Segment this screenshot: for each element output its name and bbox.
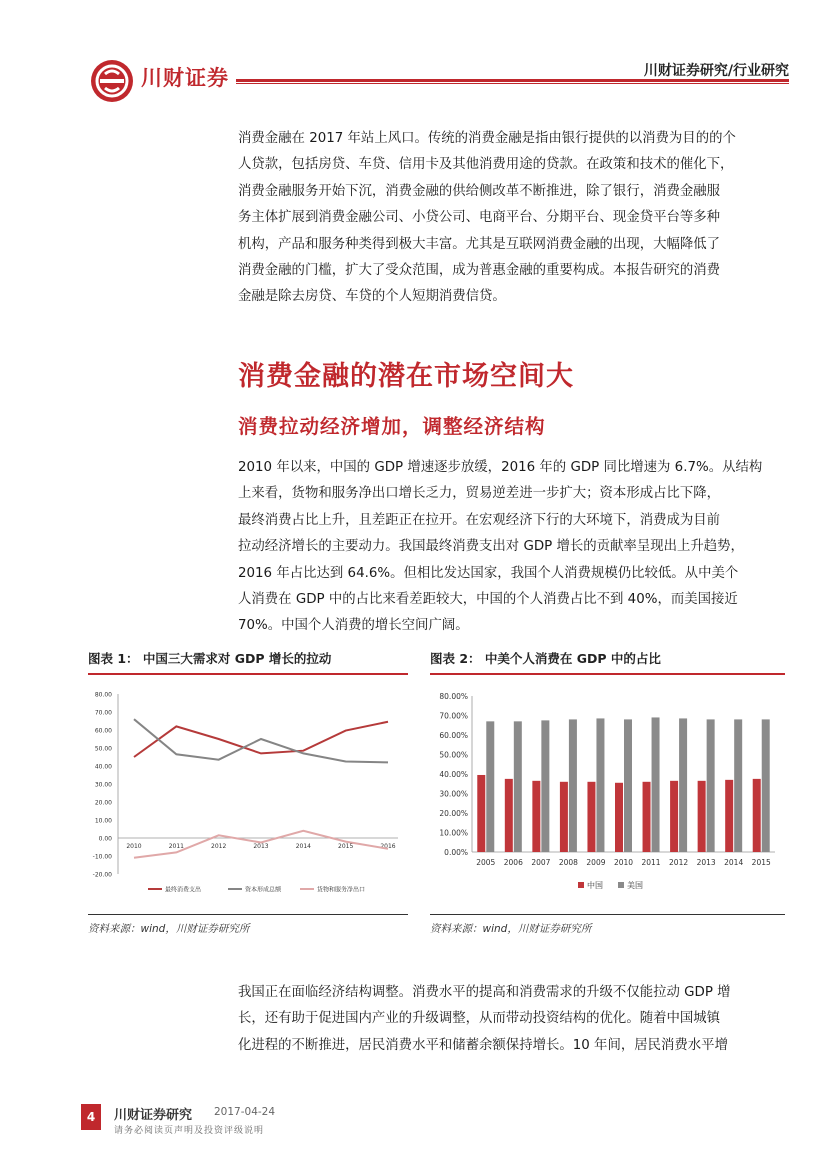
- bar-美国-2005: [486, 721, 494, 852]
- y-tick-label: 0.00%: [444, 848, 468, 857]
- legend-swatch: [618, 882, 624, 888]
- header-section-title: 川财证券研究/行业研究: [643, 63, 789, 79]
- subsection-heading: 消费拉动经济增加，调整经济结构: [238, 415, 546, 438]
- intro-paragraph: [238, 126, 790, 311]
- y-tick-label: 60.00%: [439, 731, 468, 740]
- x-tick-label: 2012: [669, 858, 689, 867]
- footer-brand: 川财证券研究: [114, 1108, 193, 1123]
- x-tick-label: 2009: [586, 858, 606, 867]
- paragraph-line: 2016 年占比达到 64.6%。但相比发达国家，我国个人消费规模仍比较低。从中美个: [238, 565, 739, 581]
- y-tick-label: -10.00: [92, 853, 112, 861]
- figure1-line-chart: [88, 680, 408, 910]
- bar-美国-2006: [514, 721, 522, 852]
- x-tick-label: 2006: [503, 858, 523, 867]
- y-tick-label: 80.00%: [439, 692, 468, 701]
- x-tick-label: 2013: [696, 858, 716, 867]
- bar-中国-2009: [587, 782, 595, 852]
- bar-中国-2012: [670, 781, 678, 852]
- bar-中国-2005: [477, 775, 485, 852]
- paragraph-line: 拉动经济增长的主要动力。我国最终消费支出对 GDP 增长的贡献率呈现出上升趋势，: [238, 539, 744, 555]
- paragraph-line: 化进程的不断推进，居民消费水平和储蓄余额保持增长。10 年间，居民消费水平增: [238, 1037, 728, 1053]
- bar-中国-2006: [505, 779, 513, 852]
- logo-emblem-icon: [91, 60, 133, 102]
- paragraph-line: 消费金融在 2017 年站上风口。传统的消费金融是指由银行提供的以消费为目的的个: [238, 131, 736, 146]
- figure1-bottom-rule: [88, 914, 408, 915]
- footer-date: 2017-04-24: [214, 1106, 276, 1118]
- y-tick-label: 60.00: [94, 727, 112, 735]
- legend-label: 中国: [587, 881, 603, 890]
- y-tick-label: 20.00: [94, 799, 112, 807]
- paragraph-line: 消费金融服务开始下沉，消费金融的供给侧改革不断推进，除了银行，消费金融服: [238, 183, 721, 199]
- company-logo: [91, 60, 133, 102]
- y-tick-label: 10.00%: [439, 828, 468, 838]
- bar-美国-2009: [596, 718, 604, 852]
- x-tick-label: 2008: [558, 858, 578, 867]
- y-tick-label: 30.00%: [439, 789, 468, 799]
- x-tick-label: 2010: [613, 858, 634, 867]
- x-tick-label: 2012: [211, 843, 227, 850]
- figure2-source: 资料来源：wind，川财证券研究所: [430, 923, 592, 935]
- legend-label: 最终消费支出: [165, 886, 202, 894]
- x-tick-label: 2015: [751, 858, 771, 867]
- series-line-资本形成总额: [134, 719, 388, 762]
- y-tick-label: 40.00: [94, 763, 112, 771]
- figure1-source: 资料来源：wind，川财证券研究所: [88, 923, 250, 935]
- bar-美国-2012: [679, 718, 687, 852]
- x-tick-label: 2010: [126, 843, 142, 850]
- bar-美国-2007: [541, 720, 549, 852]
- bar-中国-2013: [698, 781, 706, 852]
- paragraph-line: 人消费在 GDP 中的占比来看差距较大，中国的个人消费占比不到 40%，而美国接近: [238, 592, 738, 608]
- paragraph-line: 消费金融的门槛，扩大了受众范围，成为普惠金融的重要构成。本报告研究的消费: [238, 263, 721, 279]
- y-tick-label: 70.00%: [439, 711, 468, 721]
- bar-中国-2014: [725, 780, 733, 852]
- bar-美国-2014: [734, 719, 742, 852]
- figure1-title: 图表 1： 中国三大需求对 GDP 增长的拉动: [88, 651, 332, 666]
- x-tick-label: 2016: [380, 843, 396, 850]
- header-rule: [236, 79, 789, 82]
- logo-text: 川财证券: [141, 66, 229, 90]
- bar-美国-2010: [624, 719, 632, 852]
- x-tick-label: 2005: [476, 858, 496, 867]
- header-rule-thin: [236, 83, 789, 84]
- legend-label: 资本形成总额: [245, 886, 282, 894]
- paragraph-line: 机构，产品和服务种类得到极大丰富。尤其是互联网消费金融的出现，大幅降低了: [238, 236, 721, 252]
- bar-中国-2010: [615, 783, 623, 852]
- y-tick-label: 80.00: [94, 691, 112, 699]
- y-tick-label: -20.00: [92, 871, 112, 879]
- paragraph-line: 最终消费占比上升，且差距正在拉开。在宏观经济下行的大环境下，消费成为目前: [238, 512, 721, 528]
- x-tick-label: 2007: [531, 858, 551, 867]
- bar-中国-2007: [532, 781, 540, 852]
- figure2-bottom-rule: [430, 914, 785, 915]
- paragraph-line: 务主体扩展到消费金融公司、小贷公司、电商平台、分期平台、现金贷平台等多种: [238, 210, 721, 226]
- legend-swatch: [578, 882, 584, 888]
- footer-disclaimer: 请务必阅读页声明及投资评级说明: [114, 1126, 265, 1136]
- y-tick-label: 50.00%: [439, 750, 468, 760]
- y-tick-label: 0.00: [98, 835, 112, 843]
- x-tick-label: 2011: [641, 858, 661, 867]
- x-tick-label: 2014: [724, 858, 744, 867]
- page-number: 4: [81, 1104, 101, 1130]
- paragraph-line: 70%。中国个人消费的增长空间广阔。: [238, 618, 469, 634]
- figure1-top-rule: [88, 673, 408, 675]
- y-tick-label: 40.00%: [439, 770, 468, 779]
- bar-美国-2013: [707, 719, 715, 852]
- y-tick-label: 10.00: [94, 817, 112, 825]
- x-tick-label: 2014: [295, 843, 311, 850]
- paragraph-line: 上来看，货物和服务净出口增长乏力，贸易逆差进一步扩大；资本形成占比下降，: [238, 486, 721, 502]
- y-tick-label: 20.00%: [439, 809, 468, 818]
- figure2-top-rule: [430, 673, 785, 675]
- legend-label: 货物和服务净出口: [317, 886, 366, 894]
- figure2-bar-chart: [430, 680, 785, 910]
- bar-美国-2011: [652, 717, 660, 852]
- x-tick-label: 2015: [338, 843, 354, 850]
- y-tick-label: 50.00: [94, 745, 112, 753]
- bar-中国-2008: [560, 782, 568, 852]
- paragraph-line: 金融是除去房贷、车贷的个人短期消费信贷。: [238, 289, 506, 305]
- paragraph-line: 长，还有助于促进国内产业的升级调整，从而带动投资结构的优化。随着中国城镇: [238, 1011, 721, 1027]
- bar-中国-2015: [753, 779, 761, 852]
- paragraph-line: 人贷款，包括房贷、车贷、信用卡及其他消费用途的贷款。在政策和技术的催化下，: [238, 157, 734, 173]
- section-heading: 消费金融的潜在市场空间大: [238, 361, 574, 392]
- x-tick-label: 2011: [168, 843, 184, 850]
- bar-美国-2008: [569, 719, 577, 852]
- x-tick-label: 2013: [253, 843, 269, 850]
- closing-paragraph: [238, 980, 790, 1059]
- y-tick-label: 70.00: [94, 709, 112, 717]
- body-paragraph: [238, 455, 790, 640]
- paragraph-line: 2010 年以来，中国的 GDP 增速逐步放缓，2016 年的 GDP 同比增速为 6.7%。从结构: [238, 460, 763, 475]
- figure2-title: 图表 2： 中美个人消费在 GDP 中的占比: [430, 651, 661, 666]
- bar-中国-2011: [643, 782, 651, 852]
- bar-美国-2015: [762, 719, 770, 852]
- y-tick-label: 30.00: [94, 781, 112, 789]
- paragraph-line: 我国正在面临经济结构调整。消费水平的提高和消费需求的升级不仅能拉动 GDP 增: [238, 985, 731, 1000]
- legend-label: 美国: [627, 881, 643, 890]
